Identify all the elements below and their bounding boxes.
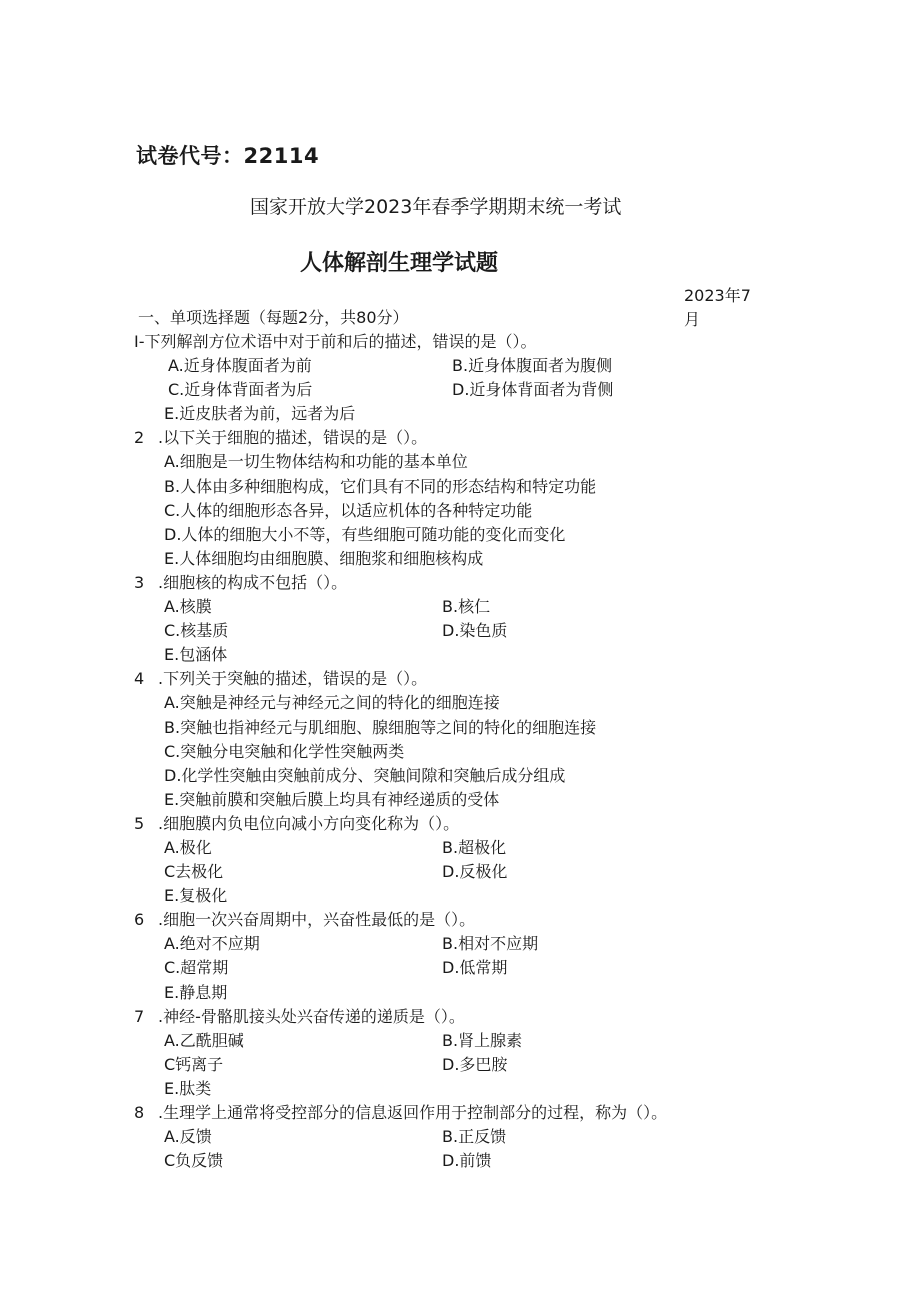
question-number: 6 <box>134 910 145 930</box>
option-d: D.前馈 <box>442 1151 492 1171</box>
question-1-option-e: E.近皮肤者为前，远者为后 <box>164 404 356 424</box>
option-c: C.人体的细胞形态各异，以适应机体的各种特定功能 <box>164 500 533 520</box>
option-e: E.静息期 <box>164 982 228 1002</box>
option-a: A.近身体腹面者为前 <box>168 356 312 376</box>
question-1-options-cd <box>0 378 920 402</box>
option-c: C.超常期 <box>164 958 229 978</box>
option-b: B.近身体腹面者为腹侧 <box>452 356 613 376</box>
question-5-stem <box>0 812 920 836</box>
exam-date-line1: 2023年7 <box>684 286 751 305</box>
option-c: C钙离子 <box>164 1054 224 1074</box>
question-5-options-ab <box>0 836 920 860</box>
question-8-options-ab <box>0 1125 920 1149</box>
question-3-stem <box>0 571 920 595</box>
option-e: E.包涵体 <box>164 645 228 665</box>
question-text: .细胞一次兴奋周期中，兴奋性最低的是（）。 <box>158 910 476 930</box>
university-title: 国家开放大学2023年春季学期期末统一考试 <box>250 196 622 218</box>
subject-title: 人体解剖生理学试题 <box>300 251 499 276</box>
question-7-options-cd <box>0 1053 920 1077</box>
question-text: .神经-骨骼肌接头处兴奋传递的递质是（）。 <box>158 1006 465 1026</box>
option-b: B.超极化 <box>442 837 507 857</box>
option-a: A.细胞是一切生物体结构和功能的基本单位 <box>164 452 468 472</box>
question-5-options-cd <box>0 860 920 884</box>
question-6-options-ab <box>0 932 920 956</box>
option-a: A.突触是神经元与神经元之间的特化的细胞连接 <box>164 693 500 713</box>
question-number: 2 <box>134 428 145 448</box>
option-d: D.多巴胺 <box>442 1054 508 1074</box>
option-d: D.近身体背面者为背侧 <box>452 380 614 400</box>
option-b: B.核仁 <box>442 597 491 617</box>
option-a: A.核膜 <box>164 597 212 617</box>
option-e: E.人体细胞均由细胞膜、细胞浆和细胞核构成 <box>164 548 484 568</box>
question-text: .下列关于突触的描述，错误的是（）。 <box>158 669 428 689</box>
question-6-options-cd <box>0 956 920 980</box>
option-e: E.复极化 <box>164 886 228 906</box>
option-d: D.反极化 <box>442 862 508 882</box>
question-3-options-ab <box>0 595 920 619</box>
question-number: 3 <box>134 572 145 592</box>
option-e: E.突触前膜和突触后膜上均具有神经递质的受体 <box>164 789 500 809</box>
question-1-options-ab <box>0 354 920 378</box>
exam-date <box>684 284 774 332</box>
question-list <box>0 330 920 1173</box>
option-d: D.人体的细胞大小不等，有些细胞可随功能的变化而变化 <box>164 524 566 544</box>
question-2-stem <box>0 426 920 450</box>
question-text: .细胞膜内负电位向减小方向变化称为（）。 <box>158 813 460 833</box>
option-b: B.正反馈 <box>442 1127 507 1147</box>
question-4-stem <box>0 667 920 691</box>
option-a: A.绝对不应期 <box>164 934 260 954</box>
option-b: B.肾上腺素 <box>442 1030 523 1050</box>
question-7-options-ab <box>0 1029 920 1053</box>
option-c: C.突触分电突触和化学性突触两类 <box>164 741 405 761</box>
option-a: A.乙酰胆碱 <box>164 1030 244 1050</box>
question-number: 7 <box>134 1006 145 1026</box>
option-b: B.相对不应期 <box>442 934 539 954</box>
option-c: C.近身体背面者为后 <box>168 380 313 400</box>
question-text: .生理学上通常将受控部分的信息返回作用于控制部分的过程，称为（）。 <box>158 1103 668 1122</box>
question-3-options-cd <box>0 619 920 643</box>
option-d: D.化学性突触由突触前成分、突触间隙和突触后成分组成 <box>164 765 566 785</box>
exam-code: 试卷代号：22114 <box>136 144 320 168</box>
exam-date-line2: 月 <box>684 310 701 329</box>
question-1-stem: I-下列解剖方位术语中对于前和后的描述，错误的是（）。 <box>134 332 537 351</box>
option-c: C.核基质 <box>164 621 229 641</box>
option-c: C负反馈 <box>164 1151 224 1171</box>
option-d: D.低常期 <box>442 958 508 978</box>
question-number: 4 <box>134 669 145 689</box>
option-b: B.突触也指神经元与肌细胞、腺细胞等之间的特化的细胞连接 <box>164 717 597 737</box>
question-6-stem <box>0 908 920 932</box>
question-number: 8 <box>134 1103 145 1122</box>
option-b: B.人体由多种细胞构成，它们具有不同的形态结构和特定功能 <box>164 476 597 496</box>
question-number: 5 <box>134 813 145 833</box>
option-c: C去极化 <box>164 862 224 882</box>
option-e: E.肽类 <box>164 1078 212 1098</box>
option-a: A.反馈 <box>164 1127 212 1147</box>
option-d: D.染色质 <box>442 621 508 641</box>
question-text: .细胞核的构成不包括（）。 <box>158 572 348 592</box>
question-8-stem <box>0 1101 920 1125</box>
section-title: 一、单项选择题（每题2分，共80分） <box>138 308 409 327</box>
question-8-options-cd <box>0 1149 920 1173</box>
question-text: .以下关于细胞的描述，错误的是（）。 <box>158 428 428 448</box>
question-7-stem <box>0 1005 920 1029</box>
option-a: A.极化 <box>164 837 212 857</box>
